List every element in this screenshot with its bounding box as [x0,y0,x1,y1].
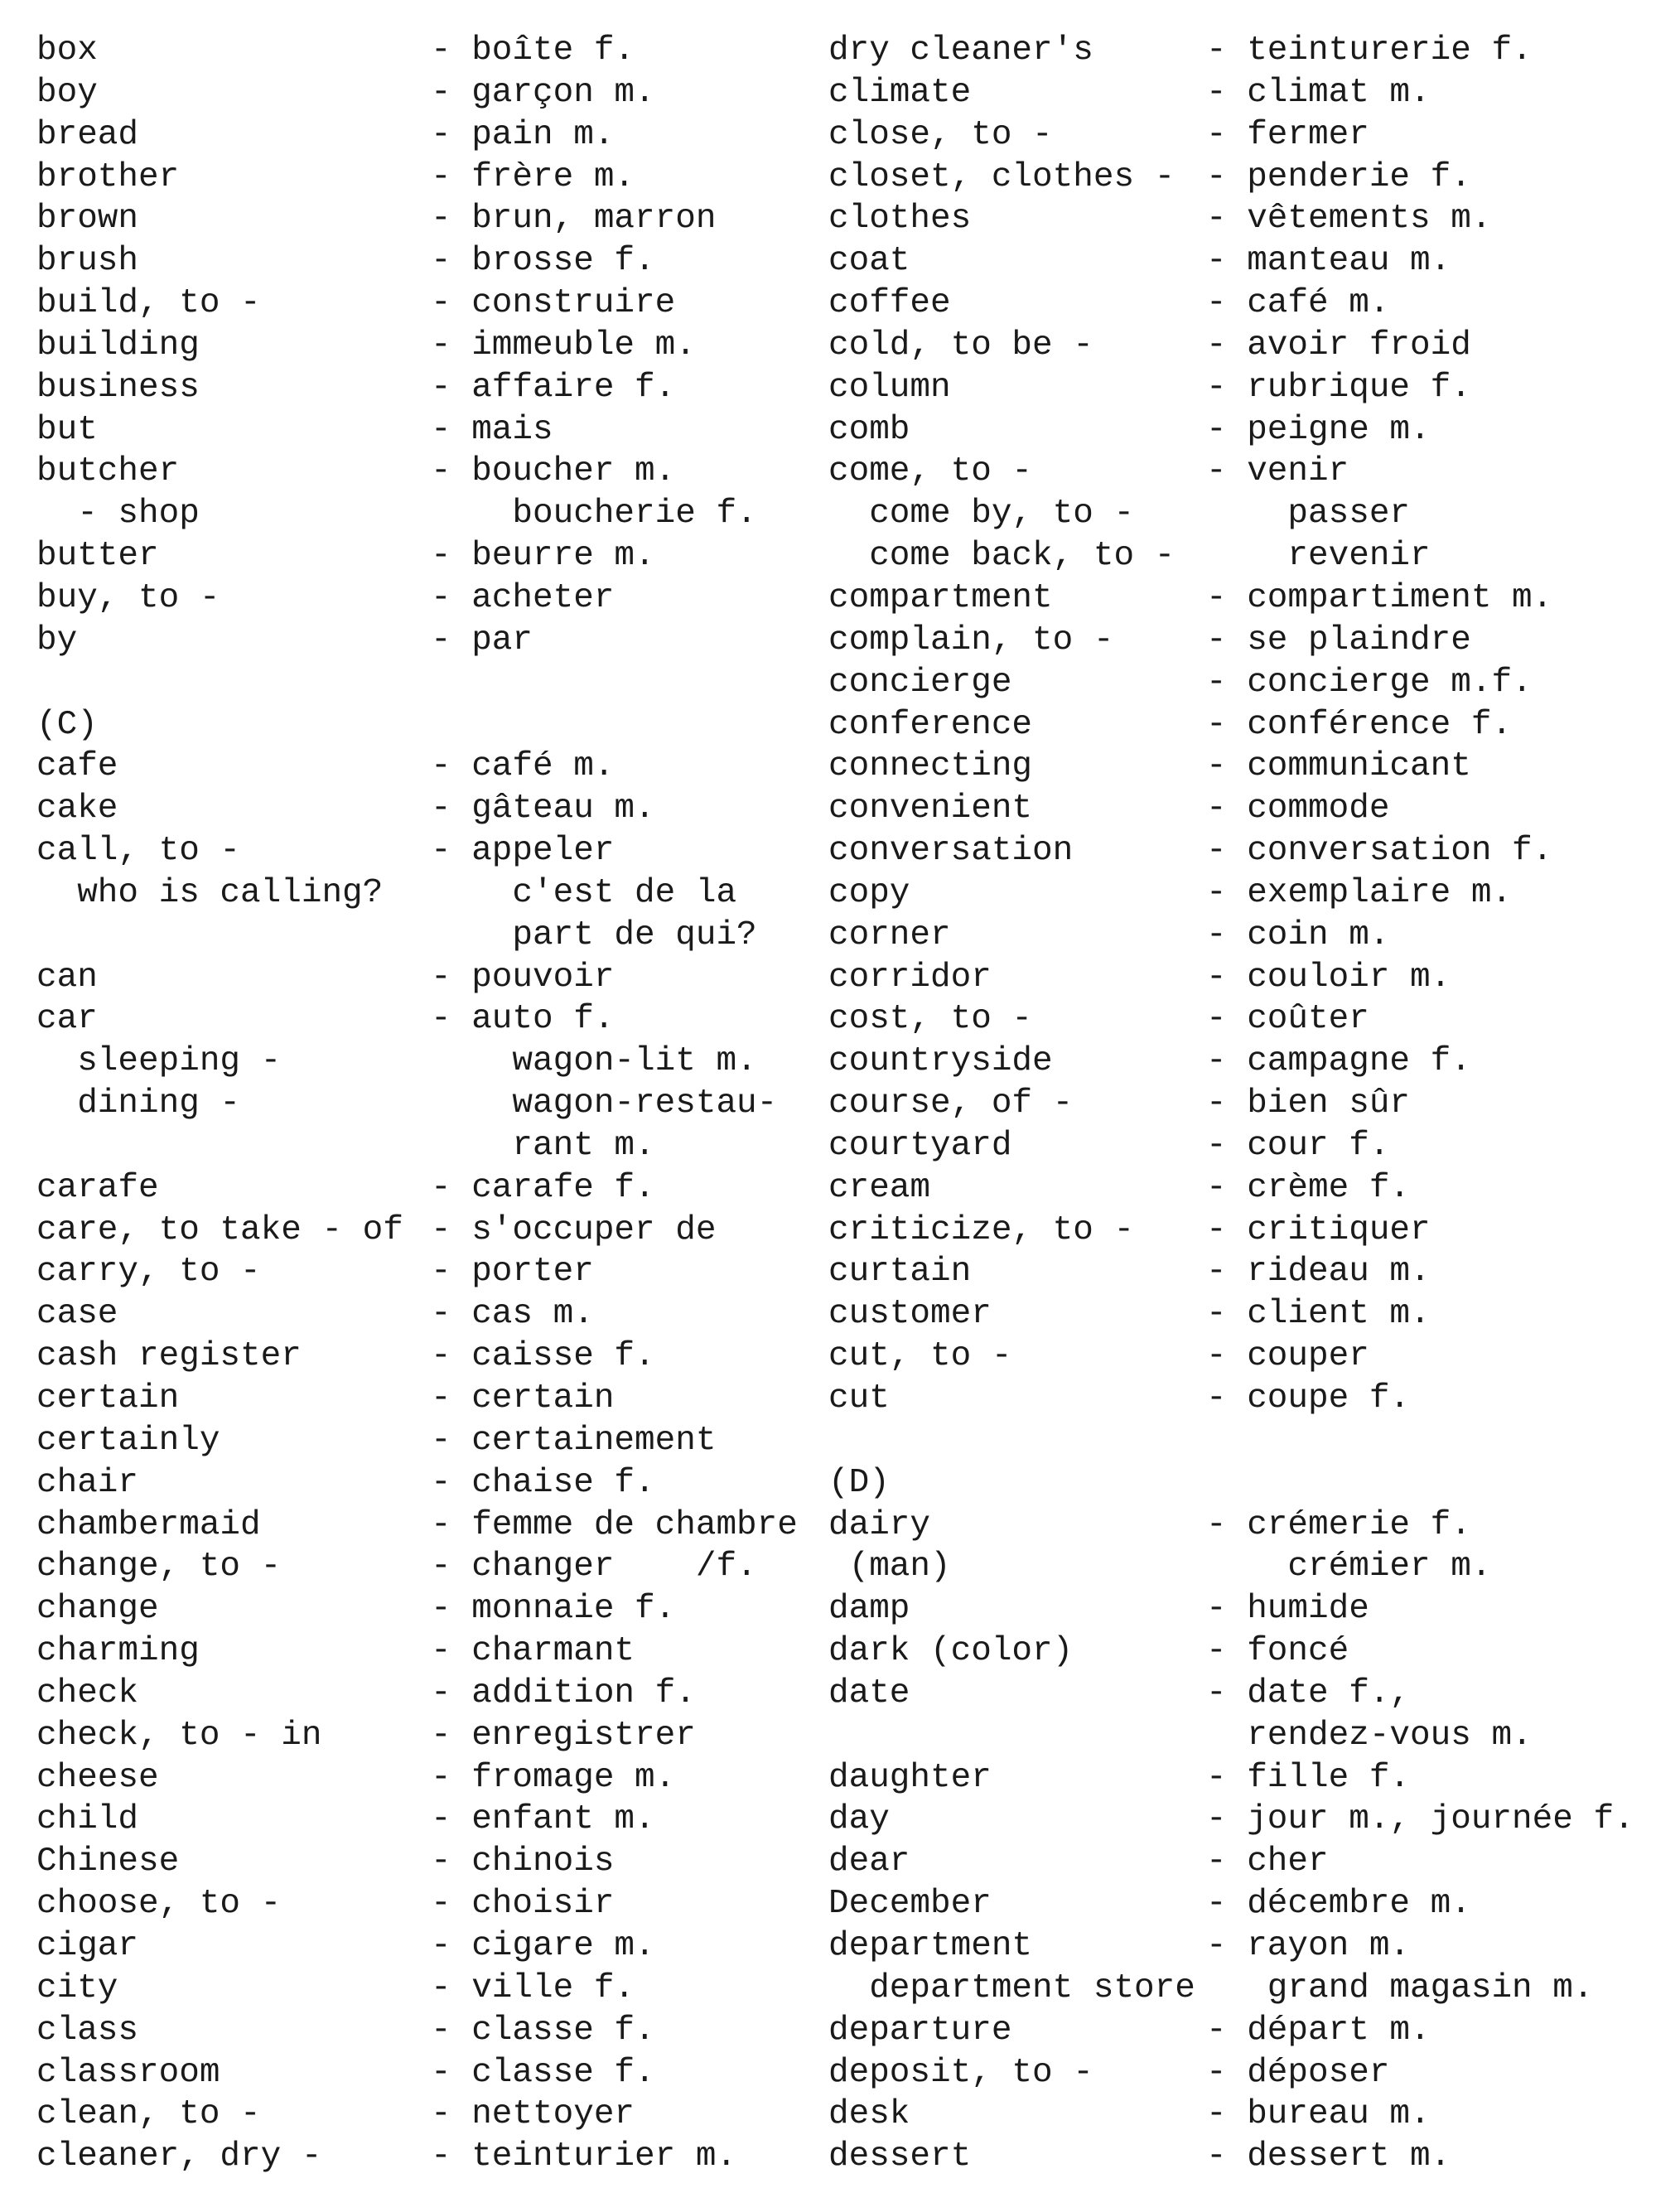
french-translation: part de qui? [431,915,757,954]
glossary-entry [36,72,832,114]
glossary-entry [36,1546,832,1588]
french-translation: - pouvoir [431,958,615,997]
english-term: cold, to be - [828,326,1093,365]
english-term: cafe [36,747,118,786]
french-translation: - concierge m.f. [1206,663,1533,702]
glossary-entry [828,1841,1673,1883]
english-term: (C) [36,705,98,744]
french-translation: - cher [1206,1843,1329,1881]
glossary-entry [828,620,1673,662]
glossary-entry [828,1925,1673,1968]
english-term: cheese [36,1758,159,1797]
french-translation: - immeuble m. [431,326,696,365]
glossary-entry [828,2094,1673,2136]
glossary-entry [828,915,1673,957]
glossary-entry [36,998,832,1041]
glossary-entry [828,577,1673,620]
french-translation: - rideau m. [1206,1253,1431,1292]
english-term: boy [36,73,98,112]
french-translation: - appeler [431,832,615,871]
french-translation: - addition f. [431,1674,696,1712]
french-translation: - se plaindre [1206,621,1471,659]
english-term: dear [828,1843,910,1881]
french-translation: - commode [1206,790,1390,828]
french-translation: - fille f. [1206,1758,1411,1797]
glossary-entry [36,2052,832,2094]
french-translation: - femme de chambre [431,1505,798,1544]
french-translation: - couper [1206,1337,1369,1376]
glossary-entry [36,1630,832,1673]
glossary-entry [828,1293,1673,1336]
glossary-entry [36,1715,832,1757]
french-translation: - bien sûr [1206,1084,1411,1123]
english-term: come, to - [828,452,1033,491]
glossary-entry [36,620,832,662]
english-term: butter [36,537,159,576]
english-term: department store [828,1968,1195,2007]
english-term: check [36,1674,139,1712]
french-translation: - s'occuper de [431,1210,717,1249]
english-term: business [36,368,200,407]
french-translation: - classe f. [431,2053,655,2092]
glossary-entry [36,1968,832,2010]
french-translation: - certain [431,1379,615,1418]
french-translation: - charmant [431,1632,635,1671]
french-translation: - brosse f. [431,242,655,281]
french-translation: - ville f. [431,1968,635,2007]
english-term: call, to - [36,832,241,871]
french-translation: - peigne m. [1206,410,1431,449]
glossary-entry [828,872,1673,915]
english-term: classroom [36,2053,220,2092]
glossary-entry [36,1336,832,1378]
french-translation: - café m. [1206,284,1390,323]
french-translation: - venir [1206,452,1349,491]
glossary-entry [36,451,832,493]
english-term: check, to - in [36,1716,322,1755]
glossary-entry [36,915,832,957]
english-term: bread [36,115,139,154]
glossary-entry [828,1968,1673,2010]
english-term: day [828,1800,890,1839]
glossary-entry [36,662,832,704]
english-term: connecting [828,747,1033,786]
english-term: cigar [36,1926,139,1965]
glossary-entry [828,704,1673,746]
glossary-left-column [36,30,832,2178]
glossary-entry [36,1841,832,1883]
english-term: who is calling? [36,873,384,912]
english-term: brush [36,242,139,281]
french-translation: - rayon m. [1206,1926,1411,1965]
english-term: column [828,368,951,407]
glossary-entry [828,198,1673,240]
english-term: cost, to - [828,1000,1033,1039]
french-translation: - par [431,621,533,659]
english-term: customer [828,1295,992,1334]
glossary-entry [36,957,832,999]
french-translation: - changer /f. [431,1548,757,1587]
glossary-entry [828,1420,1673,1462]
french-translation: - penderie f. [1206,157,1471,196]
french-translation: - auto f. [431,1000,615,1039]
english-term: (D) [828,1463,890,1502]
french-translation: - enfant m. [431,1800,655,1839]
glossary-entry [36,2136,832,2178]
french-translation: - porter [431,1253,594,1292]
english-term: carafe [36,1168,159,1207]
french-translation: - coupe f. [1206,1379,1411,1418]
french-translation: - brun, marron [431,200,717,239]
english-term: box [36,31,98,70]
glossary-entry [36,788,832,830]
french-translation: - affaire f. [431,368,676,407]
glossary-entry [36,1925,832,1968]
french-translation: grand magasin m. [1206,1968,1594,2007]
english-term: daughter [828,1758,992,1797]
french-translation: - cour f. [1206,1126,1390,1165]
english-term: come back, to - [828,537,1176,576]
english-term: building [36,326,200,365]
glossary-entry [36,409,832,452]
glossary-entry [828,1673,1673,1715]
english-term: - shop [36,495,200,534]
glossary-entry [36,872,832,915]
english-term: damp [828,1590,910,1629]
french-translation: c'est de la [431,873,737,912]
glossary-entry [36,1041,832,1083]
glossary-entry [828,1505,1673,1547]
glossary-entry [36,2010,832,2052]
english-term: chambermaid [36,1505,261,1544]
glossary-entry [828,1167,1673,1210]
glossary-entry [828,1588,1673,1630]
french-translation: revenir [1206,537,1431,576]
glossary-entry [36,577,832,620]
french-translation: - foncé [1206,1632,1349,1671]
french-translation: - coûter [1206,1000,1369,1039]
english-term: come by, to - [828,495,1135,534]
glossary-entry [36,1462,832,1505]
english-term: dark (color) [828,1632,1074,1671]
english-term: child [36,1800,139,1839]
glossary-entry [36,1799,832,1841]
english-term: certain [36,1379,180,1418]
french-translation: - dessert m. [1206,2137,1451,2176]
english-term: dessert [828,2137,972,2176]
english-term: corridor [828,958,992,997]
glossary-entry [36,1125,832,1167]
french-translation: - chaise f. [431,1463,655,1502]
french-translation: - coin m. [1206,915,1390,954]
french-translation: - teinturerie f. [1206,31,1533,70]
glossary-entry [36,240,832,283]
glossary-entry [36,283,832,325]
glossary-entry [36,1505,832,1547]
english-term: by [36,621,78,659]
glossary-entry [828,1083,1673,1125]
english-term: conversation [828,832,1074,871]
glossary-entry [828,662,1673,704]
french-translation: - compartiment m. [1206,578,1553,617]
glossary-entry [828,1757,1673,1799]
english-term: criticize, to - [828,1210,1135,1249]
english-term: date [828,1674,910,1712]
glossary-entry [828,746,1673,788]
french-translation: - exemplaire m. [1206,873,1513,912]
english-term: corner [828,915,951,954]
glossary-entry [36,1293,832,1336]
glossary-entry [36,1378,832,1420]
glossary-entry [828,493,1673,535]
english-term: courtyard [828,1126,1012,1165]
french-translation: - conversation f. [1206,832,1553,871]
english-term: course, of - [828,1084,1074,1123]
french-translation: - cas m. [431,1295,594,1334]
glossary-entry [828,1630,1673,1673]
french-translation: - couloir m. [1206,958,1451,997]
glossary-entry [36,1673,832,1715]
french-translation: wagon-lit m. [431,1042,757,1081]
english-term: buy, to - [36,578,220,617]
english-term: December [828,1885,992,1924]
glossary-entry [828,1125,1673,1167]
english-term: coat [828,242,910,281]
glossary-entry [828,157,1673,199]
french-translation: - gâteau m. [431,790,655,828]
french-translation: - mais [431,410,553,449]
english-term: compartment [828,578,1053,617]
english-term: conference [828,705,1033,744]
english-term: build, to - [36,284,261,323]
french-translation: boucherie f. [431,495,757,534]
french-translation: crémier m. [1206,1548,1492,1587]
glossary-entry [828,1883,1673,1925]
glossary-entry [828,1799,1673,1841]
glossary-entry [36,1420,832,1462]
english-term: chair [36,1463,139,1502]
english-term: class [36,2011,139,2050]
english-term: change, to - [36,1548,282,1587]
english-term: brother [36,157,180,196]
french-translation: - cigare m. [431,1926,655,1965]
glossary-entry [828,1378,1673,1420]
english-term: city [36,1968,118,2007]
french-translation: - acheter [431,578,615,617]
english-term: carry, to - [36,1253,261,1292]
glossary-entry [36,1251,832,1293]
french-translation: - bureau m. [1206,2095,1431,2134]
french-translation: rant m. [431,1126,655,1165]
english-term: cut, to - [828,1337,1012,1376]
french-translation: - communicant [1206,747,1471,786]
glossary-entry [828,1041,1673,1083]
english-term: car [36,1000,98,1039]
french-translation: - décembre m. [1206,1885,1471,1924]
french-translation: - enregistrer [431,1716,696,1755]
english-term: complain, to - [828,621,1114,659]
french-translation: - vêtements m. [1206,200,1492,239]
english-term: countryside [828,1042,1053,1081]
english-term: department [828,1926,1033,1965]
french-translation: - crème f. [1206,1168,1411,1207]
glossary-entry [828,325,1673,367]
english-term: climate [828,73,972,112]
french-translation: - construire [431,284,676,323]
english-term: choose, to - [36,1885,282,1924]
french-translation: - caisse f. [431,1337,655,1376]
glossary-entry [828,409,1673,452]
french-translation: - garçon m. [431,73,655,112]
english-term: desk [828,2095,910,2134]
glossary-entry [36,114,832,157]
english-term: certainly [36,1421,220,1460]
english-term: cream [828,1168,931,1207]
french-translation: - rubrique f. [1206,368,1471,407]
english-term: concierge [828,663,1012,702]
french-translation: - avoir froid [1206,326,1471,365]
glossary-entry [36,325,832,367]
glossary-entry [828,535,1673,577]
glossary-entry [36,535,832,577]
english-term: closet, clothes - [828,157,1176,196]
glossary-entry [36,493,832,535]
french-translation: - boîte f. [431,31,635,70]
french-translation: wagon-restau- [431,1084,778,1123]
english-term: close, to - [828,115,1053,154]
english-term: coffee [828,284,951,323]
english-term: but [36,410,98,449]
french-translation: - climat m. [1206,73,1431,112]
english-term: copy [828,873,910,912]
glossary-entry [828,1715,1673,1757]
english-term: change [36,1590,159,1629]
french-translation: - crémerie f. [1206,1505,1471,1544]
glossary-entry [828,2010,1673,2052]
glossary-entry [828,114,1673,157]
english-term: dairy [828,1505,931,1544]
english-term: Chinese [36,1843,180,1881]
english-term: comb [828,410,910,449]
english-term: curtain [828,1253,972,1292]
glossary-entry [36,157,832,199]
english-term: departure [828,2011,1012,2050]
glossary-entry [828,283,1673,325]
french-translation: - chinois [431,1843,615,1881]
english-term: clothes [828,200,972,239]
glossary-entry [36,830,832,872]
glossary-entry [828,2136,1673,2178]
english-term: care, to take - of [36,1210,403,1249]
glossary-entry [36,1883,832,1925]
glossary-right-column [828,30,1673,2178]
glossary-entry [36,367,832,409]
french-translation: - café m. [431,747,615,786]
glossary-entry [828,998,1673,1041]
french-translation: - fermer [1206,115,1369,154]
french-translation: - teinturier m. [431,2137,737,2176]
english-term: can [36,958,98,997]
glossary-entry [36,198,832,240]
french-translation: - jour m., journée f. [1206,1800,1634,1839]
glossary-entry [828,788,1673,830]
french-translation: rendez-vous m. [1206,1716,1533,1755]
glossary-entry [828,367,1673,409]
english-term: (man) [828,1548,951,1587]
english-term: cash register [36,1337,302,1376]
french-translation: - nettoyer [431,2095,635,2134]
glossary-entry [36,746,832,788]
glossary-entry [36,1083,832,1125]
english-term: cut [828,1379,890,1418]
english-term: charming [36,1632,200,1671]
glossary-entry [36,1167,832,1210]
english-term: cleaner, dry - [36,2137,322,2176]
glossary-entry [36,30,832,72]
glossary-entry [828,72,1673,114]
french-translation: - conférence f. [1206,705,1513,744]
english-term: dry cleaner's [828,31,1093,70]
english-term: case [36,1295,118,1334]
english-term: sleeping - [36,1042,282,1081]
glossary-entry [828,1336,1673,1378]
glossary-entry [36,1757,832,1799]
english-term: dining - [36,1084,241,1123]
glossary-entry [828,830,1673,872]
glossary-entry [828,451,1673,493]
english-term: clean, to - [36,2095,261,2134]
glossary-entry [828,957,1673,999]
french-translation: - déposer [1206,2053,1390,2092]
glossary-entry [36,1588,832,1630]
french-translation: - manteau m. [1206,242,1451,281]
glossary-entry [36,1210,832,1252]
glossary-entry [828,1251,1673,1293]
glossary-entry [828,1210,1673,1252]
french-translation: - campagne f. [1206,1042,1471,1081]
french-translation: - date f., [1206,1674,1411,1712]
glossary-entry [36,2094,832,2136]
glossary-entry [828,30,1673,72]
french-translation: - classe f. [431,2011,655,2050]
french-translation: - pain m. [431,115,615,154]
english-term: deposit, to - [828,2053,1093,2092]
french-translation: - client m. [1206,1295,1431,1334]
french-translation: - choisir [431,1885,615,1924]
french-translation: - monnaie f. [431,1590,676,1629]
french-translation: - carafe f. [431,1168,655,1207]
english-term: butcher [36,452,180,491]
french-translation: - fromage m. [431,1758,676,1797]
french-translation: - beurre m. [431,537,655,576]
glossary-entry [828,1546,1673,1588]
french-translation: - certainement [431,1421,717,1460]
glossary-entry [828,2052,1673,2094]
english-term: brown [36,200,139,239]
french-translation: - départ m. [1206,2011,1431,2050]
english-term: cake [36,790,118,828]
french-translation: passer [1206,495,1411,534]
glossary-entry [828,240,1673,283]
english-term: convenient [828,790,1033,828]
french-translation: - boucher m. [431,452,676,491]
french-translation: - humide [1206,1590,1369,1629]
french-translation: - critiquer [1206,1210,1431,1249]
glossary-entry [36,704,832,746]
french-translation: - frère m. [431,157,635,196]
glossary-entry [828,1462,1673,1505]
